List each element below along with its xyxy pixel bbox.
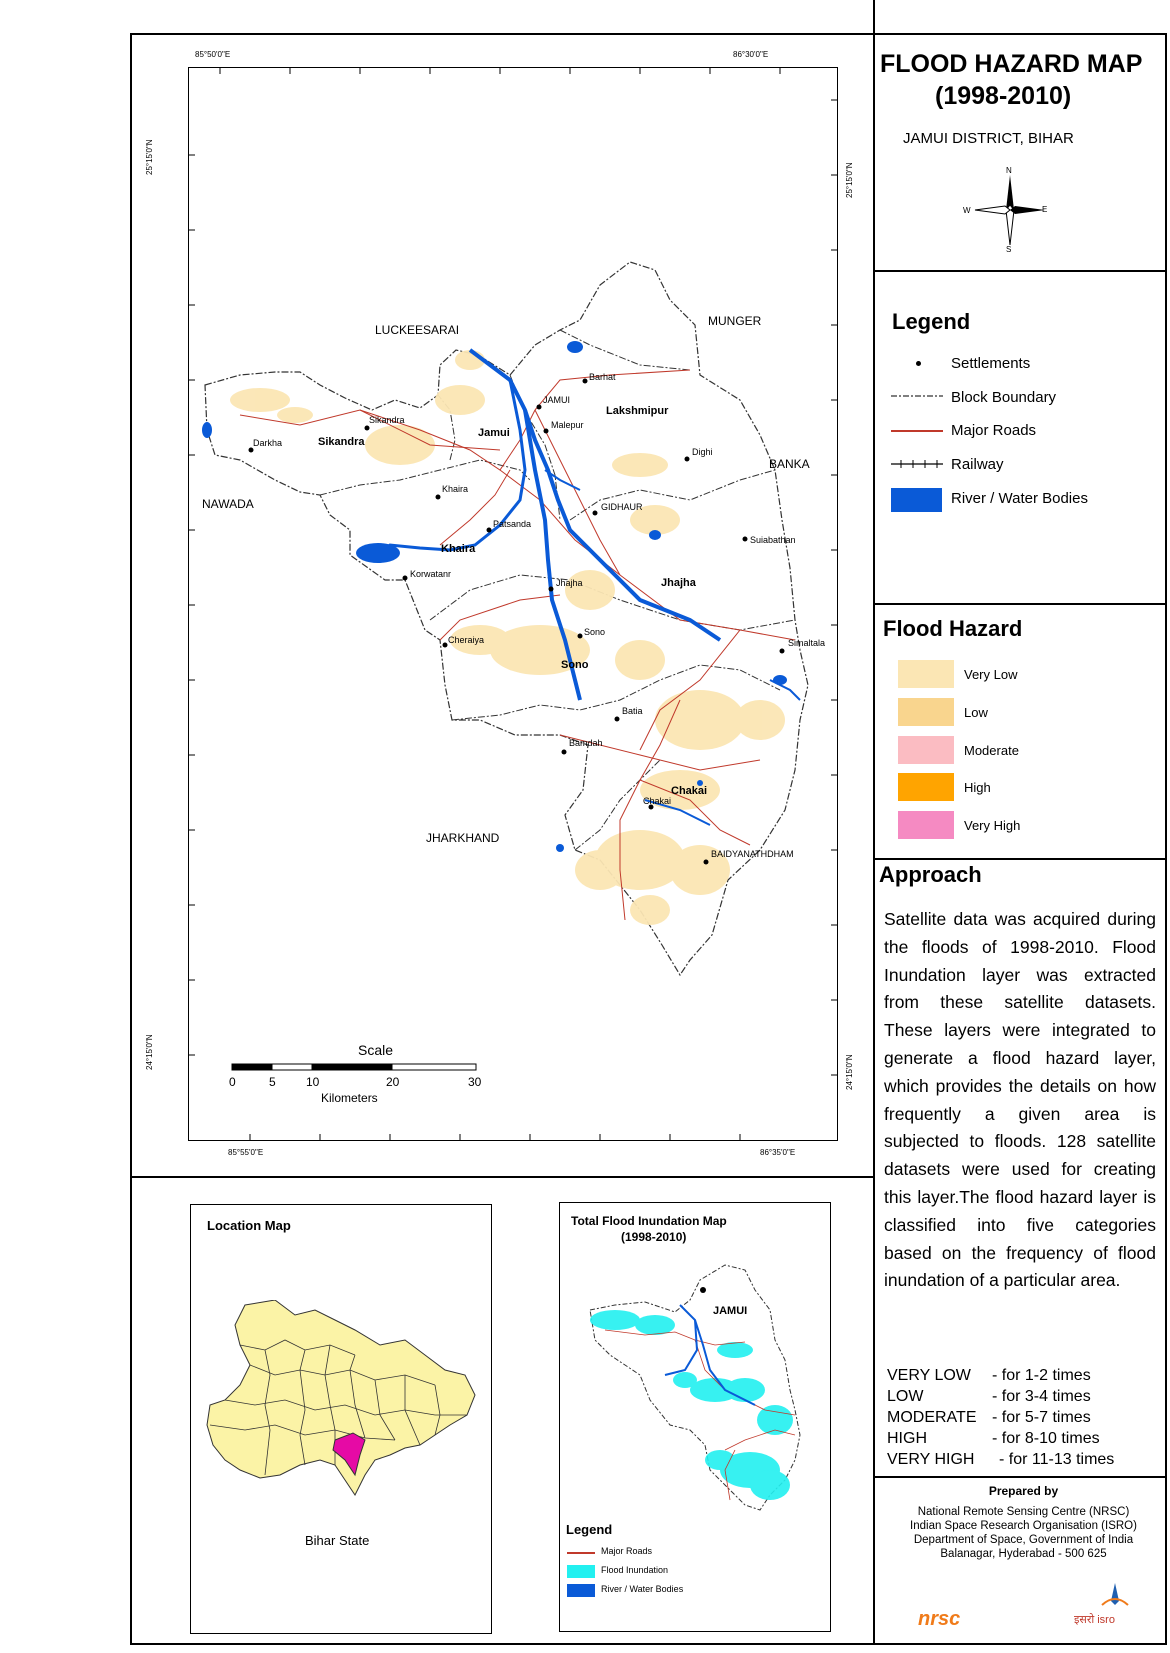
town-malepur: Malepur — [551, 420, 584, 430]
scale-tick: 30 — [468, 1075, 482, 1089]
hazard-very-low: Very Low — [964, 667, 1018, 682]
prepared-line: Department of Space, Government of India — [913, 1534, 1134, 1546]
block-boundary-symbol-icon — [891, 393, 943, 399]
town-sikandra: Sikandra — [369, 415, 405, 425]
coord-bottom-left: 85°55'0"E — [228, 1148, 264, 1157]
town-patsanda: Patsanda — [493, 519, 532, 529]
neighbour-banka: BANKA — [769, 457, 810, 471]
location-map-title: Location Map — [207, 1218, 291, 1233]
district-name: JAMUI DISTRICT, BIHAR — [903, 130, 1074, 147]
inundation-legend-flood: Flood Inundation — [601, 1565, 669, 1575]
right-divider-1 — [873, 270, 1167, 272]
map-period: (1998-2010) — [935, 82, 1072, 110]
scale-tick: 0 — [229, 1075, 236, 1089]
legend-settlements: Settlements — [951, 355, 1031, 372]
hazard-moderate: Moderate — [964, 743, 1019, 758]
scale-title: Scale — [358, 1042, 394, 1058]
block-jhajha: Jhajha — [661, 577, 696, 589]
town-jhajha: Jhajha — [556, 578, 583, 588]
town-korwatanr: Korwatanr — [410, 569, 452, 579]
location-map-caption: Bihar State — [305, 1533, 370, 1548]
neighbour-jharkhand: JHARKHAND — [426, 831, 500, 845]
bihar-state-map — [205, 1300, 480, 1500]
town-baidyanathdham: BAIDYANATHDHAM — [711, 849, 794, 859]
right-divider-3 — [873, 858, 1167, 860]
swatch-high — [898, 773, 954, 801]
inundation-title: Total Flood Inundation Map — [571, 1214, 727, 1228]
town-chakai: Chakai — [643, 796, 672, 806]
hazard-very-high: Very High — [964, 818, 1021, 833]
approach-heading: Approach — [879, 862, 982, 887]
town-batia: Batia — [622, 706, 643, 716]
block-jamui: Jamui — [478, 427, 510, 439]
town-bamdah: Bamdah — [569, 738, 603, 748]
legend-water-bodies: River / Water Bodies — [951, 490, 1088, 507]
coord-left-bottom: 24°15'0"N — [145, 1034, 154, 1070]
town-dighi: Dighi — [692, 447, 713, 457]
town-suiabathan: Suiabathan — [750, 535, 796, 545]
prepared-line: Indian Space Research Organisation (ISRO) — [910, 1520, 1137, 1532]
inundation-town: JAMUI — [713, 1305, 748, 1317]
east-label: E — [1042, 205, 1048, 214]
legend-railway: Railway — [951, 456, 1004, 473]
swatch-low — [898, 698, 954, 726]
flood-hazard-heading: Flood Hazard — [883, 616, 1023, 641]
class-row: HIGH - for 8-10 times — [887, 1430, 1100, 1447]
coord-right-top: 25°15'0"N — [845, 162, 854, 198]
class-row: VERY LOW - for 1-2 times — [887, 1367, 1091, 1384]
block-sikandra: Sikandra — [318, 436, 365, 448]
approach-text: Satellite data was acquired during the floods of 1998-2010. Flood Inundation layer was extracted from these satellite datasets. These layers were integrated to generate a flood hazard layer, which provides the details on how frequently a given area is subjected to floods. 128 satellite datasets were used for creating this layer.The flood hazard layer is classified into five categories based on the frequency of flood inundation of a particular area. — [884, 909, 1156, 1291]
isro-logo: इसरो isro — [1074, 1614, 1115, 1626]
neighbour-munger: MUNGER — [708, 314, 762, 328]
inundation-legend-heading: Legend — [566, 1522, 613, 1537]
block-sono: Sono — [561, 659, 589, 671]
right-divider-4 — [873, 1476, 1167, 1478]
inundation-road-symbol-icon — [567, 1552, 595, 1554]
town-sono: Sono — [584, 627, 606, 637]
town-darkha: Darkha — [253, 438, 283, 448]
prepared-line: National Remote Sensing Centre (NRSC) — [917, 1506, 1130, 1518]
top-divider-line — [873, 0, 875, 35]
legend-major-roads: Major Roads — [951, 422, 1037, 439]
coord-bottom-right: 86°35'0"E — [760, 1148, 796, 1157]
coord-top-left: 85°50'0"E — [195, 50, 231, 59]
hazard-low: Low — [964, 705, 988, 720]
inundation-flood-symbol-icon — [567, 1565, 595, 1578]
right-divider-2 — [873, 603, 1167, 605]
coord-left-top: 25°15'0"N — [145, 139, 154, 175]
main-map-canvas — [188, 67, 838, 1141]
prepared-line: Balanagar, Hyderabad - 500 625 — [940, 1548, 1107, 1560]
class-row: LOW - for 3-4 times — [887, 1388, 1091, 1405]
west-label: W — [963, 206, 971, 215]
panel-divider-horizontal — [130, 1176, 875, 1178]
inundation-period: (1998-2010) — [621, 1230, 687, 1244]
legend-heading: Legend — [892, 309, 971, 334]
scale-unit: Kilometers — [321, 1091, 378, 1105]
town-cheraiya: Cheraiya — [448, 635, 485, 645]
isro-rocket-icon — [1100, 1583, 1130, 1611]
inundation-legend-water: River / Water Bodies — [601, 1584, 684, 1594]
railway-symbol-icon — [891, 459, 943, 469]
class-row: MODERATE - for 5-7 times — [887, 1409, 1091, 1426]
town-jamui: JAMUI — [543, 395, 570, 405]
water-symbol-icon — [891, 488, 942, 512]
hazard-high: High — [964, 780, 991, 795]
scale-tick: 10 — [306, 1075, 320, 1089]
neighbour-luckeesarai: LUCKEESARAI — [375, 323, 460, 337]
town-simaltala: Simaltala — [788, 638, 826, 648]
block-khaira: Khaira — [441, 543, 476, 555]
map-title: FLOOD HAZARD MAP — [880, 50, 1143, 78]
block-chakai: Chakai — [671, 785, 708, 797]
block-lakshmipur: Lakshmipur — [606, 405, 669, 417]
settlement-dot-icon — [916, 361, 921, 366]
town-khaira: Khaira — [442, 484, 469, 494]
town-barhat: Barhat — [589, 372, 616, 382]
inundation-water-symbol-icon — [567, 1584, 595, 1597]
neighbour-nawada: NAWADA — [202, 497, 254, 511]
swatch-very-high — [898, 811, 954, 839]
swatch-very-low — [898, 660, 954, 688]
scale-tick: 5 — [269, 1075, 276, 1089]
prepared-heading: Prepared by — [988, 1484, 1059, 1498]
scale-tick: 20 — [386, 1075, 400, 1089]
inundation-map-canvas — [585, 1260, 825, 1520]
inundation-legend-roads: Major Roads — [601, 1546, 653, 1556]
north-label: N — [1006, 166, 1012, 175]
nrsc-logo: nrsc — [918, 1608, 961, 1630]
class-row: VERY HIGH - for 11-13 times — [887, 1451, 1115, 1468]
coord-right-bottom: 24°15'0"N — [845, 1054, 854, 1090]
legend-block-boundary: Block Boundary — [951, 389, 1057, 406]
south-label: S — [1006, 245, 1012, 254]
town-gidhaur: GIDHAUR — [601, 502, 643, 512]
road-symbol-icon — [891, 430, 943, 432]
panel-divider-vertical — [873, 33, 875, 1645]
swatch-moderate — [898, 736, 954, 764]
coord-top-right: 86°30'0"E — [733, 50, 769, 59]
